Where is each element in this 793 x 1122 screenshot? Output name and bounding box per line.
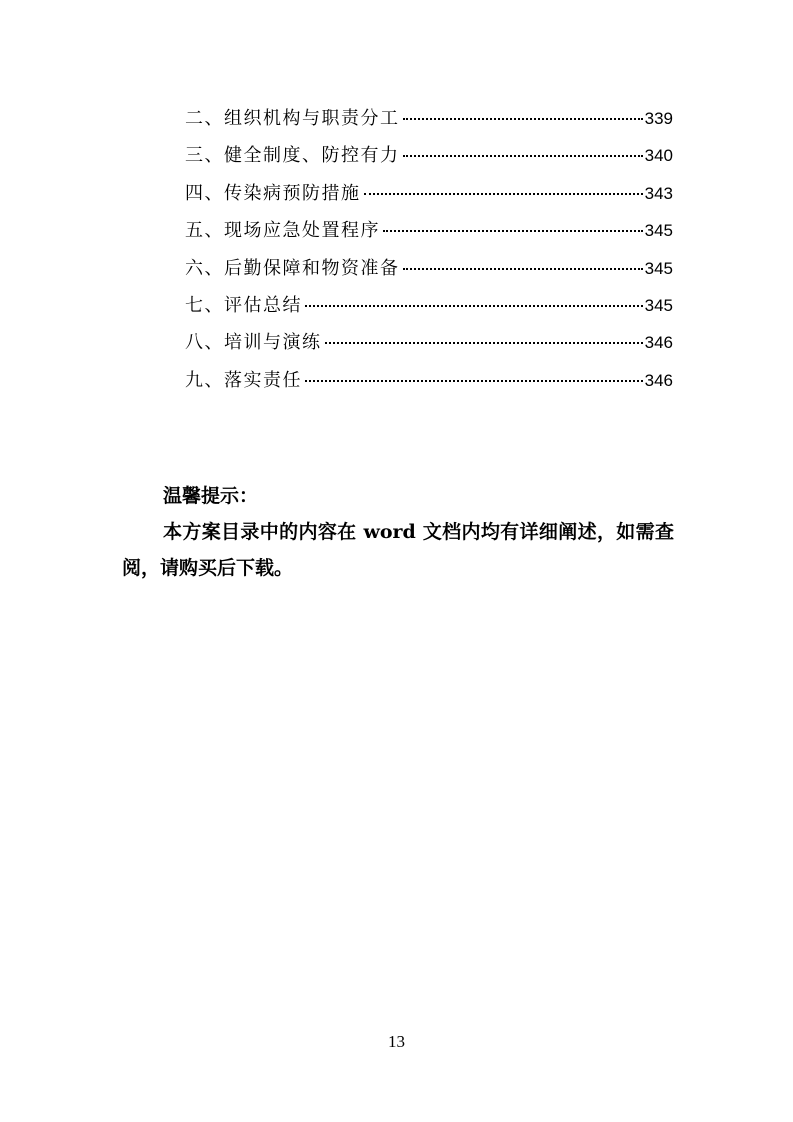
toc-dot-leader (305, 304, 643, 307)
toc-dot-leader (403, 154, 643, 157)
notice-block (122, 478, 674, 586)
toc-entry[interactable] (185, 366, 673, 403)
toc-entry[interactable] (185, 254, 673, 291)
page-number: 13 (388, 1032, 405, 1051)
toc-entry-title: 二、组织机构与职责分工 (185, 108, 400, 129)
toc-dot-leader (364, 192, 643, 195)
toc-dot-leader (325, 341, 643, 344)
toc-entry-page: 345 (644, 295, 673, 315)
toc-entry-title: 三、健全制度、防控有力 (185, 145, 400, 167)
toc-entry-title: 八、培训与演练 (185, 332, 322, 354)
toc-entry[interactable] (185, 104, 673, 141)
toc-entry-title: 四、传染病预防措施 (185, 182, 361, 204)
toc-entry[interactable] (185, 328, 673, 365)
toc-dot-leader (305, 379, 643, 382)
toc-entry-page: 346 (644, 333, 673, 353)
toc-entry-page: 345 (644, 221, 673, 241)
toc-entry-page: 343 (644, 183, 673, 203)
notice-title: 温馨提示： (163, 485, 259, 507)
toc-entry-page: 339 (644, 109, 673, 128)
table-of-contents (185, 104, 673, 403)
toc-entry-title: 六、后勤保障和物资准备 (185, 257, 400, 279)
toc-entry-title: 五、现场应急处置程序 (185, 220, 380, 242)
toc-dot-leader (403, 267, 643, 270)
toc-entry-title: 七、评估总结 (185, 294, 302, 316)
toc-entry[interactable] (185, 179, 673, 216)
toc-dot-leader (403, 117, 643, 120)
notice-body: 本方案目录中的内容在 word 文档内均有详细阐述，如需查阅，请购买后下载。 (122, 521, 674, 579)
toc-entry-page: 340 (644, 146, 673, 166)
toc-entry[interactable] (185, 291, 673, 328)
toc-dot-leader (383, 229, 643, 232)
toc-entry-page: 346 (644, 370, 673, 390)
toc-entry[interactable] (185, 141, 673, 178)
toc-entry[interactable] (185, 216, 673, 253)
toc-entry-title: 九、落实责任 (185, 369, 302, 391)
toc-entry-page: 345 (644, 258, 673, 278)
